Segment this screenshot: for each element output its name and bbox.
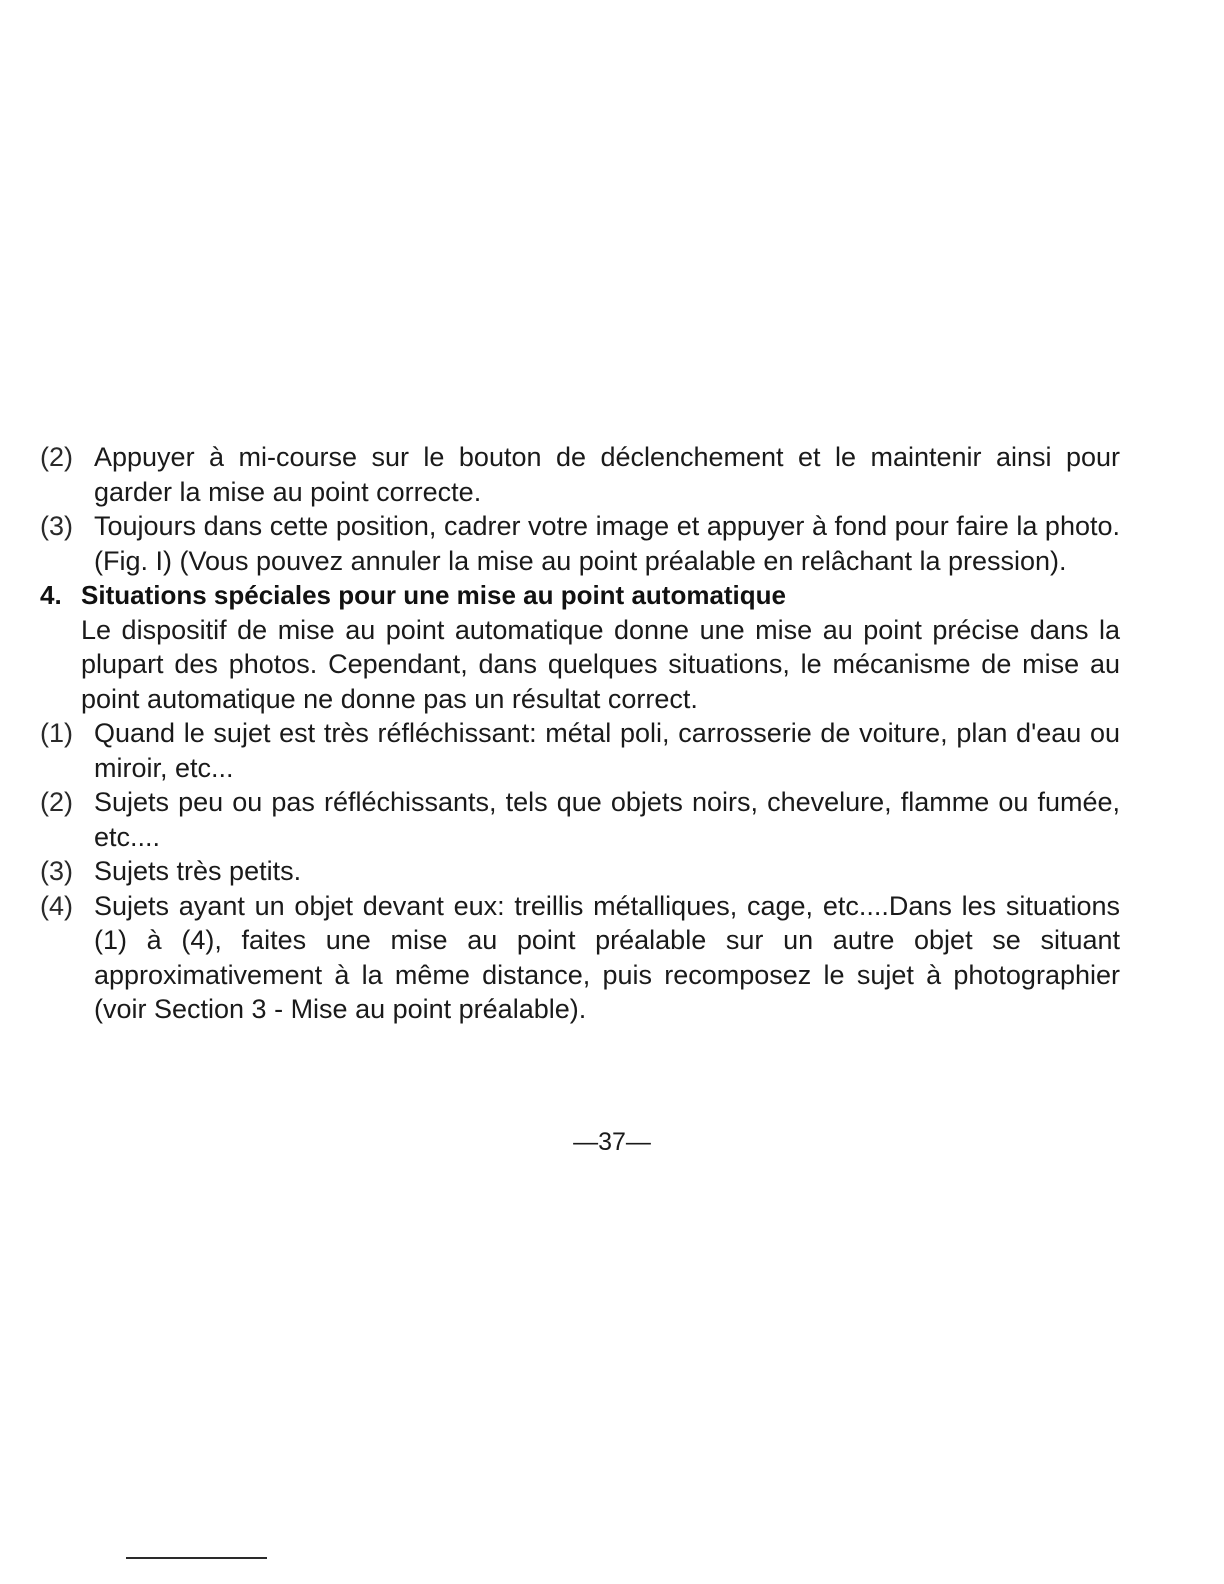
item-number: (2) [40, 787, 73, 817]
list-item-3-small-subjects [40, 854, 1120, 889]
item-number: (2) [40, 442, 73, 472]
section-body: Le dispositif de mise au point automatique donne une mise au point précise dans la plupart des photos. Cependant, dans quelques situations, le mécanisme de mise au point automatique ne donne pas un résultat correct. [81, 614, 1120, 714]
page-number: —37— [573, 1128, 651, 1156]
item-text: Sujets peu ou pas réfléchissants, tels que objets noirs, chevelure, flamme ou fumée, etc.... [94, 787, 1120, 852]
section-number: 4. [40, 580, 62, 610]
item-text: Appuyer à mi-course sur le bouton de déclenchement et le maintenir ainsi pour garder la mise au point correcte. [94, 442, 1120, 507]
item-number: (3) [40, 856, 73, 886]
footnote-rule [126, 1557, 267, 1559]
item-number: (3) [40, 511, 73, 541]
item-text: Quand le sujet est très réfléchissant: métal poli, carrosserie de voiture, plan d'eau ou miroir, etc... [94, 718, 1120, 783]
item-text: Sujets très petits. [94, 856, 302, 886]
item-text: Sujets ayant un objet devant eux: treillis métalliques, cage, etc....Dans les situations (1) à (4), faites une mise au point préalable sur un autre objet se situant approximativement à la même distance, puis recomposez le sujet à photographier (voir Section 3 - Mise au point préalable). [94, 890, 1120, 1024]
item-number: (1) [40, 718, 73, 748]
section-heading [40, 578, 1120, 613]
item-text: Toujours dans cette position, cadrer votre image et appuyer à fond pour faire la photo. (Fig. I) (Vous pouvez annuler la mise au point préalable en relâchant la pression). [94, 511, 1120, 576]
list-item-2-half-press [40, 440, 1120, 509]
list-item-3-full-press [40, 509, 1120, 578]
item-number: (4) [40, 890, 73, 921]
section-title: Situations spéciales pour une mise au point automatique [81, 580, 787, 610]
list-item-4-obstructed [40, 889, 1120, 1027]
page-content [40, 440, 1120, 1027]
list-item-2-non-reflective [40, 785, 1120, 854]
list-item-1-reflective [40, 716, 1120, 785]
